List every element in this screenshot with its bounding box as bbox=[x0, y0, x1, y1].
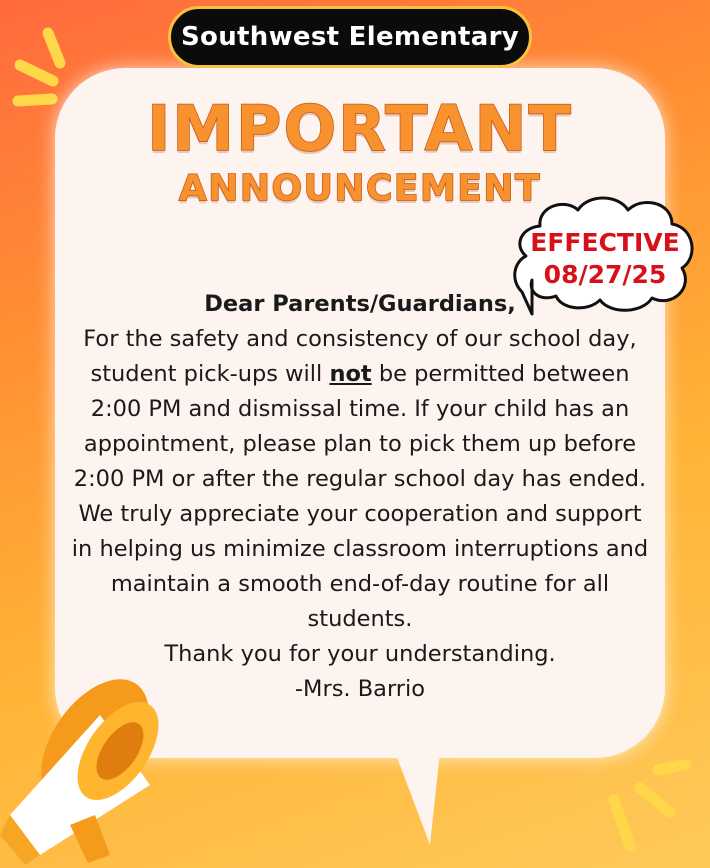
paragraph-policy bbox=[70, 322, 650, 497]
paragraph-thanks: Thank you for your understanding. bbox=[164, 641, 556, 667]
sparkle-icon bbox=[600, 760, 700, 860]
headline-important: IMPORTANT bbox=[147, 92, 573, 165]
policy-text-end: be permitted between 2:00 PM and dismissal time. If your child has an appointment, please plan to pick them up before 2:00 PM or after the regular school day has ended. bbox=[73, 361, 647, 492]
signature: -Mrs. Barrio bbox=[294, 676, 426, 702]
letter-body bbox=[70, 287, 650, 707]
megaphone-icon bbox=[0, 665, 200, 868]
headline-announcement: ANNOUNCEMENT bbox=[178, 168, 542, 209]
school-name-pill bbox=[168, 6, 532, 68]
paragraph-appreciation: We truly appreciate your cooperation and support in helping us minimize classroom interruptions and maintain a smooth end-of-day routine for all students. bbox=[71, 501, 649, 632]
policy-emphasis: not bbox=[329, 361, 372, 387]
effective-label: EFFECTIVE bbox=[530, 228, 680, 257]
policy-text-start: For the safety and consistency of our school day, student pick-ups will bbox=[83, 326, 637, 387]
school-name: Southwest Elementary bbox=[181, 22, 519, 52]
greeting: Dear Parents/Guardians, bbox=[204, 291, 516, 317]
effective-date: 08/27/25 bbox=[543, 260, 667, 289]
